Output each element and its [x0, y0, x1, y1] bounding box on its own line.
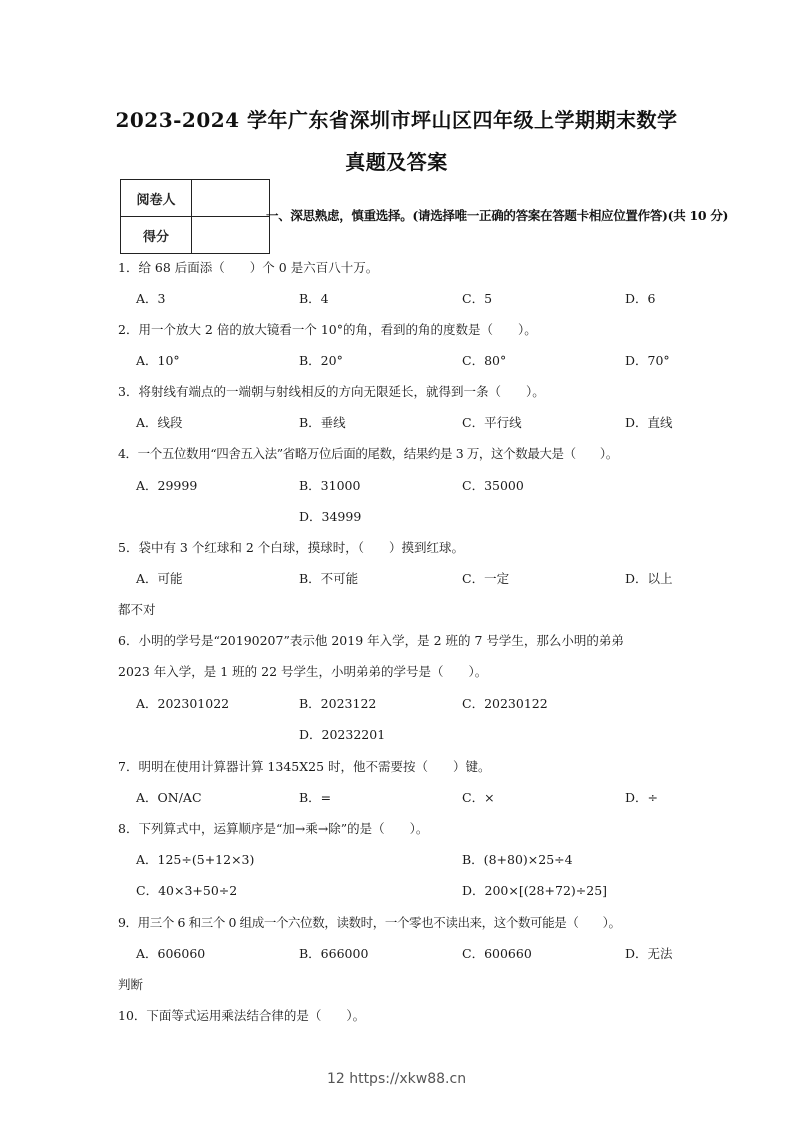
question-3: 3．将射线有端点的一端朝与射线相反的方向无限延长，就得到一条（ ）。	[118, 384, 545, 399]
q1-option-c: C．5	[462, 291, 493, 306]
score-value-cell	[192, 217, 270, 254]
score-table-row	[121, 217, 270, 254]
page-footer: 12 https://xkw88.cn	[326, 1071, 467, 1087]
document-title-line1: 2023-2024 学年广东省深圳市坪山区四年级上学期期末数学	[115, 108, 678, 132]
q2-option-d: D．70°	[625, 353, 670, 368]
q8-option-a: A．125÷(5+12×3)	[136, 852, 255, 867]
q9-option-c: C．600660	[462, 946, 532, 961]
q8-option-c: C．40×3+50÷2	[136, 883, 238, 898]
question-6: 6．小明的学号是“20190207”表示他 2019 年入学，是 2 班的 7 号学生，那么小明的弟弟	[118, 633, 624, 648]
q3-option-c: C．平行线	[462, 415, 522, 430]
q3-option-d: D．直线	[625, 415, 673, 430]
q9-option-d-wrap: 判断	[118, 977, 144, 992]
q5-option-a: A．可能	[136, 571, 183, 586]
q9-option-d: D．无法	[625, 946, 673, 961]
q1-option-b: B．4	[299, 291, 329, 306]
q7-option-b: B．=	[299, 790, 332, 805]
question-8: 8．下列算式中，运算顺序是“加→乘→除”的是（ ）。	[118, 821, 429, 836]
score-label: 得分	[121, 217, 192, 254]
q6-option-a: A．202301022	[136, 696, 230, 711]
q7-option-c: C．×	[462, 790, 495, 805]
q5-option-d: D．以上	[625, 571, 673, 586]
q3-option-a: A．线段	[136, 415, 183, 430]
q2-option-c: C．80°	[462, 353, 507, 368]
q8-option-b: B．(8+80)×25÷4	[462, 852, 573, 867]
question-4: 4．一个五位数用“四舍五入法”省略万位后面的尾数，结果约是 3 万，这个数最大是（ ）。	[118, 446, 618, 461]
q2-option-b: B．20°	[299, 353, 343, 368]
q7-option-a: A．ON/AC	[136, 790, 202, 805]
question-5: 5．袋中有 3 个红球和 2 个白球，摸球时，（ ）摸到红球。	[118, 540, 465, 555]
question-10: 10．下面等式运用乘法结合律的是（ ）。	[118, 1008, 366, 1023]
q4-option-c: C．35000	[462, 478, 524, 493]
q3-option-b: B．垂线	[299, 415, 346, 430]
question-1: 1．给 68 后面添（ ）个 0 是六百八十万。	[118, 260, 379, 275]
grader-label: 阅卷人	[121, 180, 192, 217]
q9-option-a: A．606060	[136, 946, 206, 961]
q7-option-d: D．÷	[625, 790, 658, 805]
q8-option-d: D．200×[(28+72)÷25]	[462, 883, 608, 898]
q4-option-a: A．29999	[136, 478, 198, 493]
q2-option-a: A．10°	[136, 353, 180, 368]
q6-option-d: D．20232201	[299, 727, 386, 742]
question-2: 2．用一个放大 2 倍的放大镜看一个 10°的角，看到的角的度数是（ ）。	[118, 322, 537, 337]
question-7: 7．明明在使用计算器计算 1345X25 时，他不需要按（ ）键。	[118, 759, 491, 774]
grader-value-cell	[192, 180, 270, 217]
q6-option-b: B．2023122	[299, 696, 377, 711]
section-heading: 一、深思熟虑，慎重选择。(请选择唯一正确的答案在答题卡相应位置作答)(共 10 分)	[266, 208, 729, 223]
q5-option-c: C．一定	[462, 571, 510, 586]
q9-option-b: B．666000	[299, 946, 369, 961]
q6-option-c: C．20230122	[462, 696, 548, 711]
q1-option-d: D．6	[625, 291, 656, 306]
question-6-continued: 2023 年入学，是 1 班的 22 号学生，小明弟弟的学号是（ ）。	[118, 664, 488, 679]
q5-option-d-wrap: 都不对	[118, 602, 156, 617]
q4-option-b: B．31000	[299, 478, 361, 493]
q1-option-a: A．3	[136, 291, 166, 306]
question-9: 9．用三个 6 和三个 0 组成一个六位数，读数时，一个零也不读出来，这个数可能是（ ）。	[118, 915, 621, 930]
document-title-line2: 真题及答案	[345, 150, 448, 174]
q5-option-b: B．不可能	[299, 571, 359, 586]
score-table-row	[121, 180, 270, 217]
q4-option-d: D．34999	[299, 509, 362, 524]
score-table	[120, 179, 270, 254]
